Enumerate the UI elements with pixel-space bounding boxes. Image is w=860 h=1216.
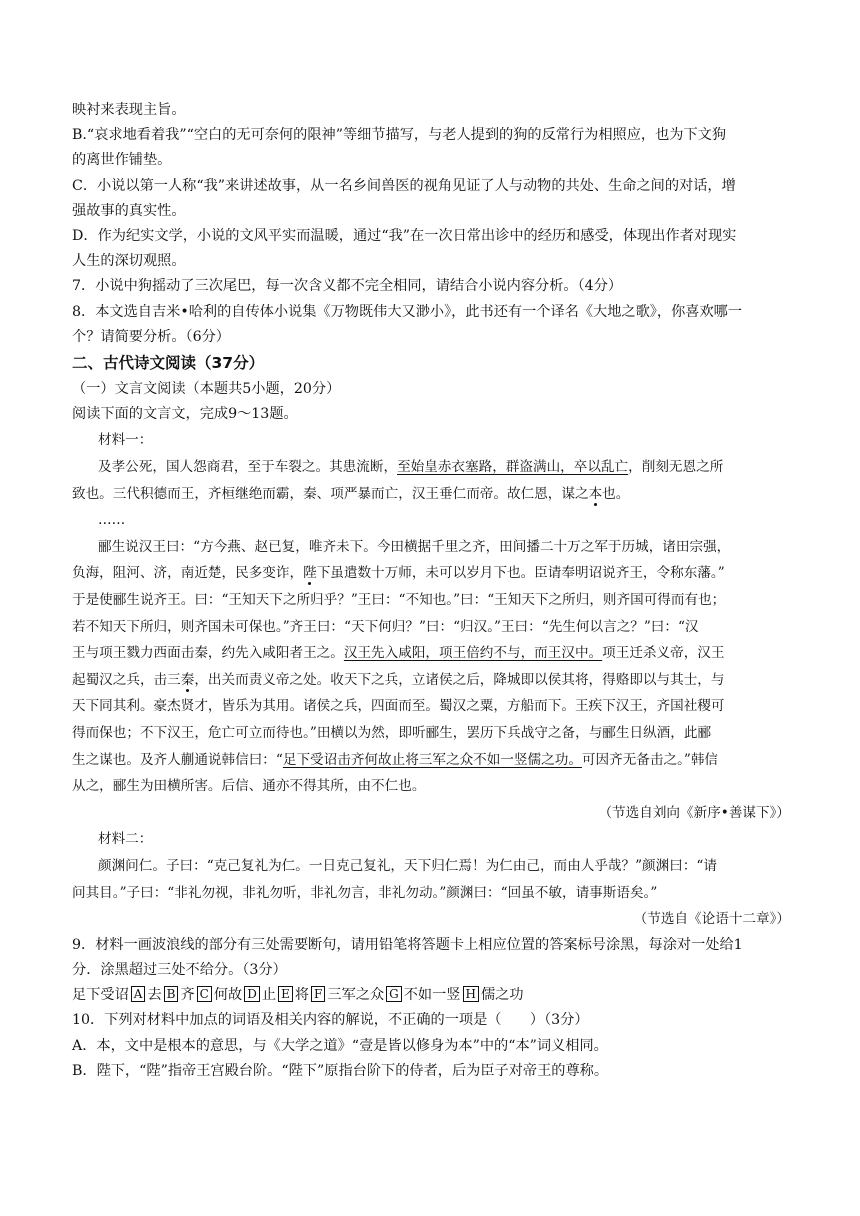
dotted-char-ben: 本 xyxy=(588,485,603,502)
material-1-para2-line1: 郦生说汉王曰：“方今燕、赵已复，唯齐未下。今田横据千里之齐，田间播二十万之军于历城，诸田宗强， xyxy=(98,538,731,555)
wavy-underlined-text: 至始皇赤衣塞路，群盗满山，卒以乱亡 xyxy=(397,459,629,476)
exam-page xyxy=(72,98,792,1084)
segment-text: 去 xyxy=(147,987,162,1004)
text-span: 负海，阻河、济，南近楚，民多变诈， xyxy=(72,565,304,582)
material-1-para2-line2 xyxy=(72,560,792,587)
question-8-line1: 8．本文选自吉米•哈利的自传体小说集《万物既伟大又渺小》，此书还有一个译名《大地之歌》，你喜欢哪一 xyxy=(72,303,743,320)
material-1-para2-line6 xyxy=(72,667,792,694)
text-span: 生之谋也。及齐人蒯通说韩信曰：“ xyxy=(72,751,283,768)
material-2-source: （节选自《论语十二章》） xyxy=(633,911,790,928)
material-2-line1: 颜渊问仁。子曰：“克己复礼为仁。一日克己复礼，天下归仁焉！为仁由己，而由人乎哉？”颜渊曰：“请 xyxy=(98,857,717,874)
q6-option-d-line2: 人生的深切观照。 xyxy=(72,253,186,270)
material-1-para2-line4: 若不知天下所归，则齐国未可保也。”齐王曰：“天下何归？”曰：“归汉。”王曰：“先生何以言之？”曰：“汉 xyxy=(72,618,699,635)
segment-text: 止 xyxy=(261,987,277,1004)
answer-box-g[interactable]: G xyxy=(386,986,402,1002)
text-span: ，出关而责义帝之处。收天下之兵，立诸侯之后，降城即以侯其将，得赂即以与其士，与 xyxy=(194,671,725,688)
answer-box-d[interactable]: D xyxy=(244,986,260,1002)
text-span: 王与项王戮力西面击秦，约先入咸阳者王之。 xyxy=(72,645,344,662)
material-1-para2-line9 xyxy=(72,747,792,774)
answer-box-b[interactable]: B xyxy=(164,986,179,1002)
material-1-para2-line8: 得而保也；不下汉王，危亡可立而待也。”田横以为然，即听郦生，罢历下兵战守之备，与郦生日纵酒，此郦 xyxy=(72,724,712,741)
text-span: ，削刻无恩之所 xyxy=(628,459,724,476)
underlined-sentence: 汉王先入咸阳，项王倍约不与，而王汉中。 xyxy=(343,645,603,662)
ellipsis: …… xyxy=(98,512,126,529)
material-2-line2: 问其目。”子曰：“非礼勿视，非礼勿听，非礼勿言，非礼勿动。”颜渊曰：“回虽不敏，请事斯语矣。” xyxy=(72,884,658,901)
material-1-source: （节选自刘向《新序•善谋下》） xyxy=(598,804,790,821)
q6-option-b-line2: 的离世作铺垫。 xyxy=(72,152,172,169)
question-8-line2: 个？请简要分析。（6分） xyxy=(72,328,230,345)
text-span: 致也。三代积德而王，齐桓继绝而霸，秦、项严暴而亡，汉王垂仁而帝。故仁恩，谋之 xyxy=(72,485,589,502)
question-10-option-b: B．陛下，“陛”指帝王宫殿台阶。“陛下”原指台阶下的侍者，后为臣子对帝王的尊称。 xyxy=(72,1062,609,1079)
answer-box-h[interactable]: H xyxy=(463,986,479,1002)
segment-text: 三军之众 xyxy=(327,987,385,1004)
section-2-heading: 二、古代诗文阅读（37分） xyxy=(72,354,265,373)
answer-box-e[interactable]: E xyxy=(278,986,293,1002)
material-1-para1-line1 xyxy=(72,454,792,481)
q6-option-b-line1: B.“哀求地看着我”“空白的无可奈何的限神”等细节描写，与老人提到的狗的反常行为相照应，也为下文狗 xyxy=(72,127,727,144)
answer-box-c[interactable]: C xyxy=(197,986,212,1002)
segment-text: 齐 xyxy=(180,987,195,1004)
material-1-para1-line2 xyxy=(72,481,792,508)
material-1-para2-line5 xyxy=(72,640,792,667)
text-span: 也。 xyxy=(602,485,630,502)
wavy-underlined-sentence: 足下受诏击齐何故止将三军之众不如一竖儒之功。 xyxy=(282,751,582,768)
reading-instruction: 阅读下面的文言文，完成9～13题。 xyxy=(72,406,298,423)
material-1-para2-line10: 从之，郦生为田横所害。后信、通亦不得其所，由不仁也。 xyxy=(72,778,426,795)
segment-text: 不如一竖 xyxy=(403,987,461,1004)
text-span: 起蜀汉之兵，击三 xyxy=(72,671,181,688)
answer-box-f[interactable]: F xyxy=(311,986,325,1002)
material-1-para2-line3: 于是使郦生说齐王。曰：“王知天下之所归乎？”王曰：“不知也。”曰：“王知天下之所归，则齐国可得而有也； xyxy=(72,592,726,608)
text-span: 及孝公死，国人怨商君，至于车裂之。其患流断， xyxy=(98,459,398,476)
question-9-line1: 9．材料一画波浪线的部分有三处需要断句，请用铅笔将答题卡上相应位置的答案标号涂黑，每涂对一处给1 xyxy=(72,936,743,953)
q6-option-c-line1: C．小说以第一人称“我”来讲述故事，从一名乡间兽医的视角见证了人与动物的共处、生命之间的对话，增 xyxy=(72,177,736,194)
segment-text: 足下受诏 xyxy=(72,987,129,1004)
material-2-label: 材料二： xyxy=(98,831,153,848)
text-span: 下虽遣数十万师，未可以岁月下也。臣请奉明诏说齐王，令称东藩。” xyxy=(316,565,725,582)
answer-box-a[interactable]: A xyxy=(131,986,146,1002)
segment-text: 儒之功 xyxy=(480,987,524,1004)
text-span: 项王迁杀义帝，汉王 xyxy=(602,645,725,662)
question-9-segments xyxy=(72,983,792,1008)
text-span: 可因齐无备击之。”韩信 xyxy=(581,751,719,768)
section-2-subheading: （一）文言文阅读（本题共5小题，20分） xyxy=(72,381,341,398)
q6-option-a-continuation: 映衬来表现主旨。 xyxy=(72,102,186,118)
question-9-line2: 分．涂黑超过三处不给分。（3分） xyxy=(72,961,287,978)
q6-option-d-line1: D．作为纪实文学，小说的文风平实而温暖，通过“我”在一次日常出诊中的经历和感受，体现出作者对现实 xyxy=(72,228,737,245)
question-10-stem: 10．下列对材料中加点的词语及相关内容的解说，不正确的一项是（ ）（3分） xyxy=(72,1012,589,1029)
question-10-option-a: A．本，文中是根本的意思，与《大学之道》“壹是皆以修身为本”中的“本”词义相同。 xyxy=(72,1037,608,1054)
segment-text: 将 xyxy=(294,987,310,1004)
material-1-label: 材料一： xyxy=(98,432,153,449)
q6-option-c-line2: 强故事的真实性。 xyxy=(72,202,186,219)
dotted-char-bi: 陛 xyxy=(303,565,317,582)
material-1-para2-line7: 天下同其利。豪杰贤才，皆乐为其用。诸侯之兵，四面而至。蜀汉之粟，方船而下。王疾下汉王，齐国社稷可 xyxy=(72,698,725,715)
segment-text: 何故 xyxy=(213,987,243,1004)
question-7: 7．小说中狗摇动了三次尾巴，每一次含义都不完全相同，请结合小说内容分析。（4分） xyxy=(72,278,623,295)
dotted-char-qin: 秦 xyxy=(180,671,195,688)
